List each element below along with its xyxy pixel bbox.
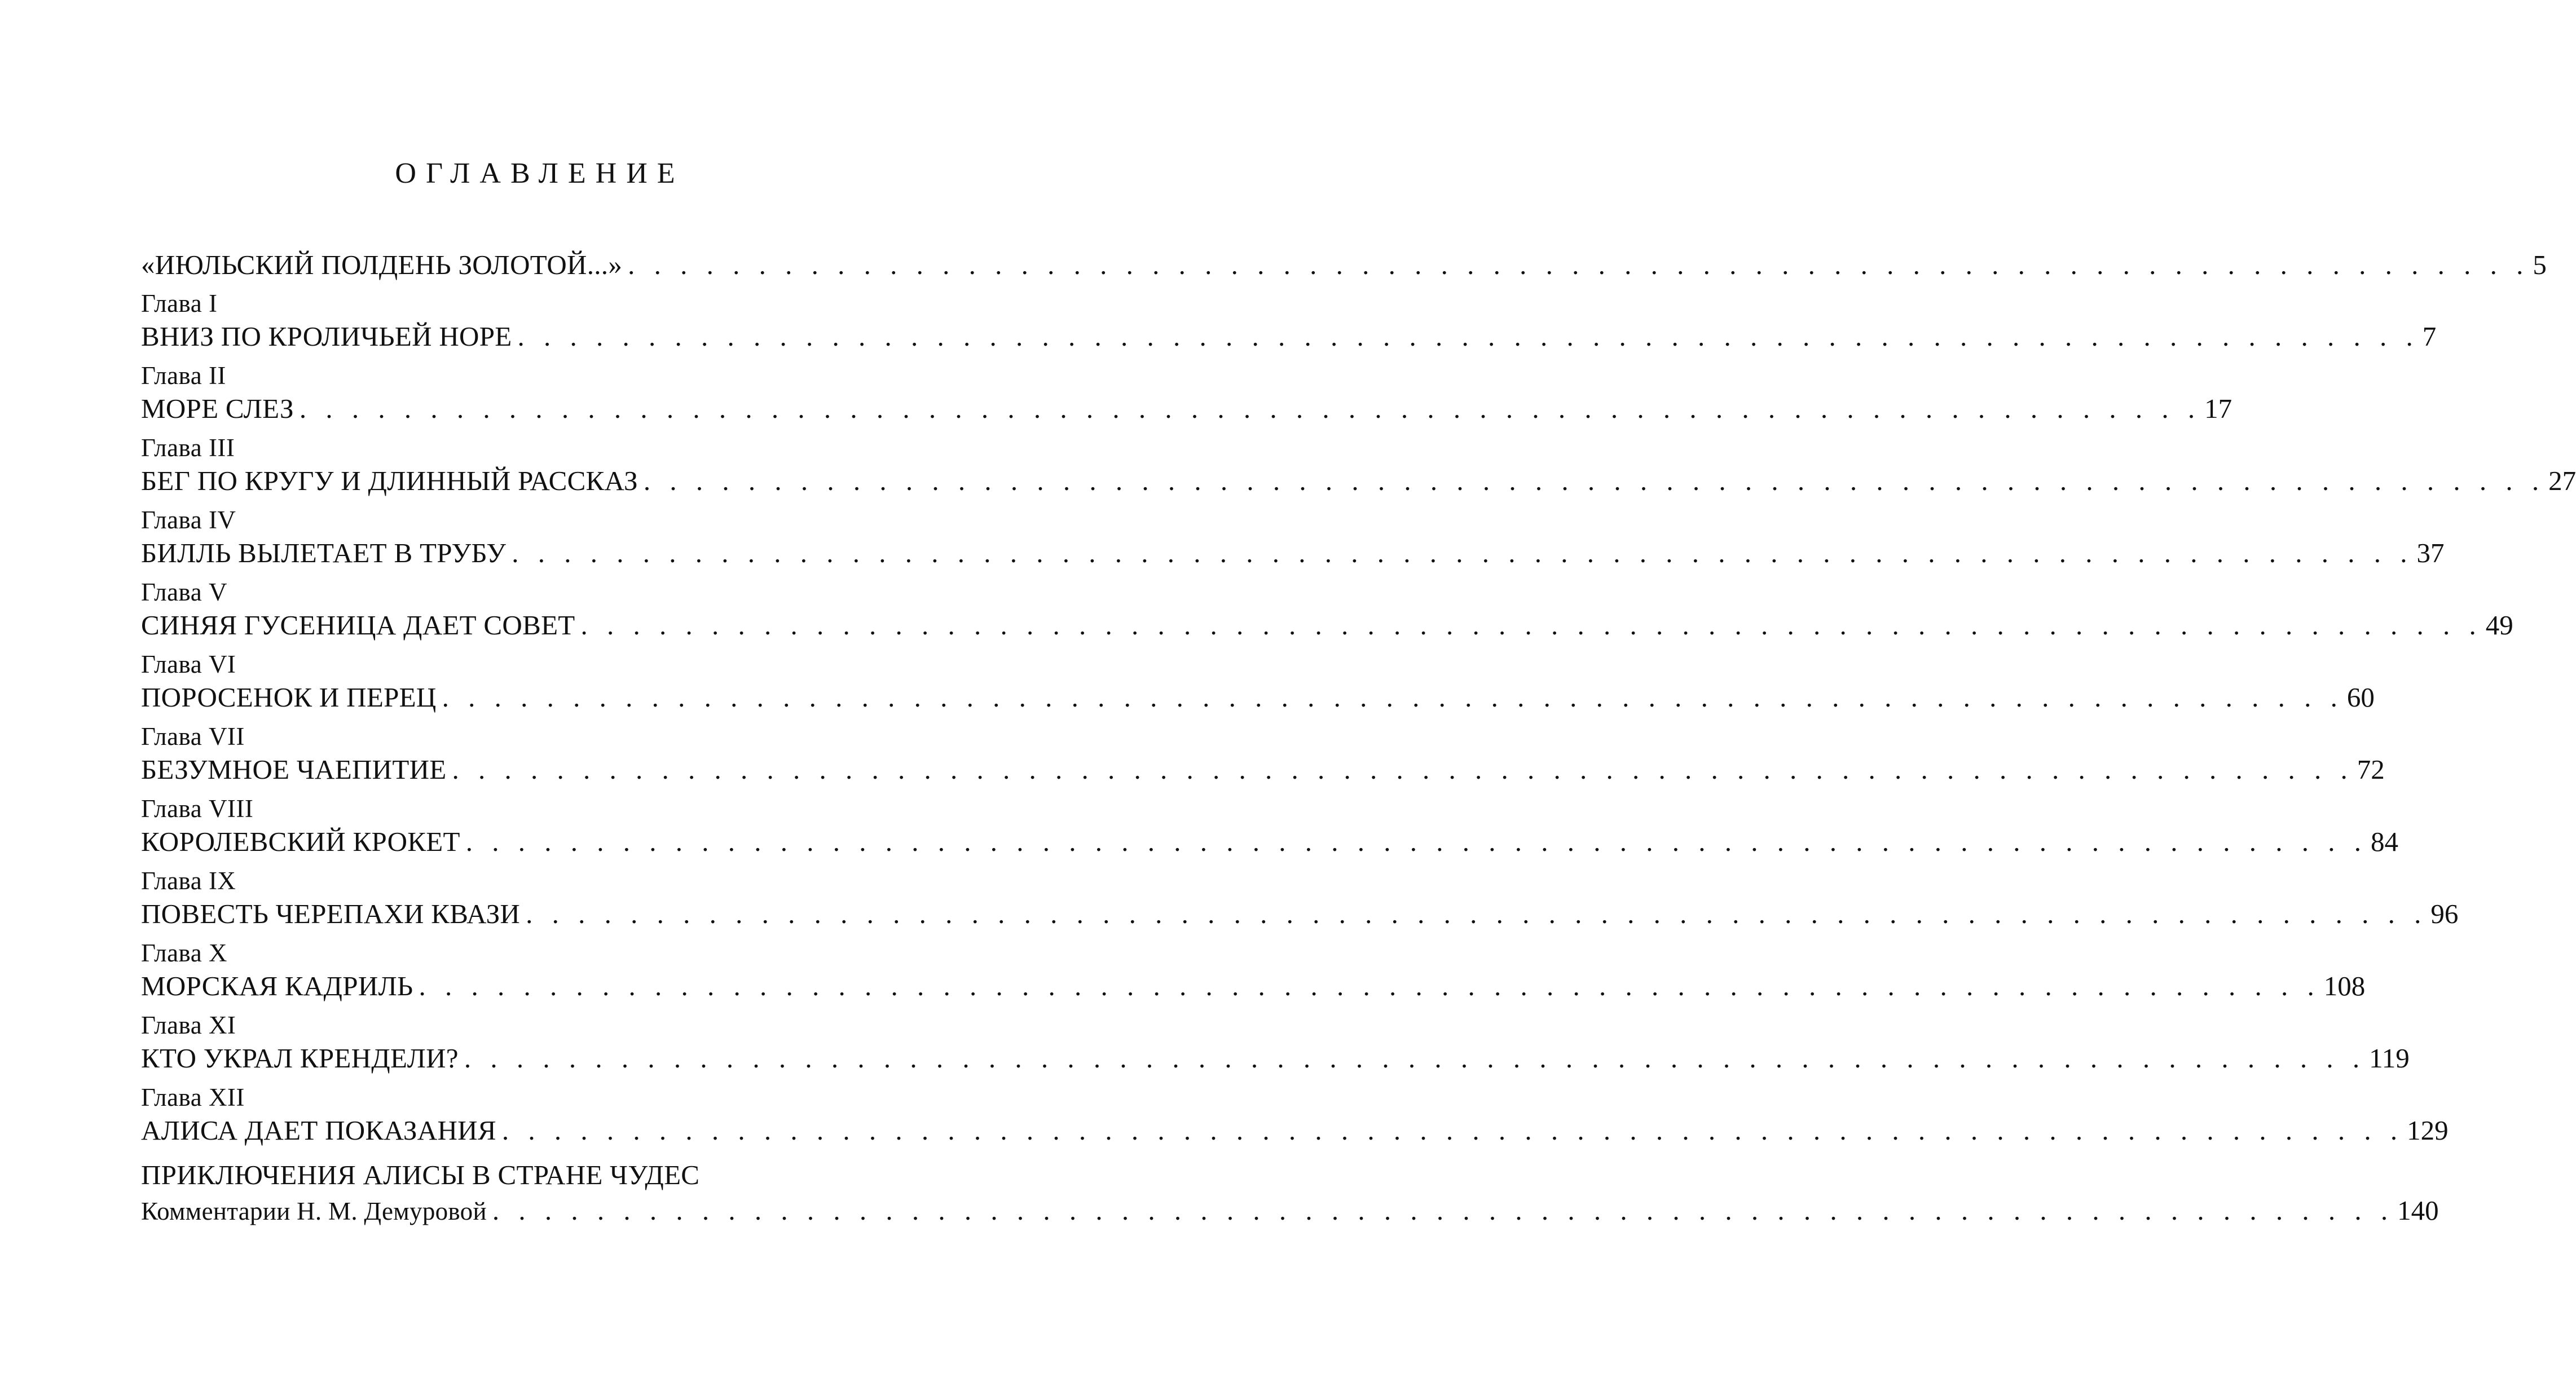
toc-entry-title: ПОВЕСТЬ ЧЕРЕПАХИ КВАЗИ: [141, 898, 521, 929]
chapter-label: Глава VI: [141, 650, 236, 678]
toc-entry-title: КТО УКРАЛ КРЕНДЕЛИ?: [141, 1043, 459, 1074]
page-title: ОГЛАВЛЕНИЕ: [395, 157, 685, 189]
toc-entry-title: Комментарии Н. М. Демуровой: [141, 1197, 487, 1225]
toc-page-number: 37: [2416, 537, 2445, 568]
commentary-heading: ПРИКЛЮЧЕНИЯ АЛИСЫ В СТРАНЕ ЧУДЕС: [141, 1159, 700, 1190]
toc-entry-commentary[interactable]: [141, 1194, 2439, 1228]
dot-leader: . . . . . . . . . . . . . . . . . . . . . . . . . . . . . . . . . . . . . . . . . . . . . . . . . . . . . . . . . . . . . . . . . . . . . . . . .: [492, 1195, 2394, 1226]
chapter-label: Глава V: [141, 578, 227, 606]
toc-entry-title: АЛИСА ДАЕТ ПОКАЗАНИЯ: [141, 1115, 496, 1146]
toc-entry-chapter-9[interactable]: [141, 897, 2459, 931]
toc-entry-title: ПОРОСЕНОК И ПЕРЕЦ: [141, 682, 437, 713]
toc-entry-chapter-5[interactable]: [141, 608, 2513, 642]
toc-entry-title: КОРОЛЕВСКИЙ КРОКЕТ: [141, 826, 460, 857]
toc-entry-title: «ИЮЛЬСКИЙ ПОЛДЕНЬ ЗОЛОТОЙ...»: [141, 249, 623, 280]
chapter-label: Глава VIII: [141, 795, 254, 823]
chapter-label: Глава XII: [141, 1083, 245, 1111]
toc-entry-chapter-4[interactable]: [141, 536, 2445, 570]
toc-page-number: 7: [2422, 321, 2437, 352]
toc-entry-title: ВНИЗ ПО КРОЛИЧЬЕЙ НОРЕ: [141, 321, 512, 352]
toc-page-number: 5: [2533, 249, 2547, 280]
chapter-label: Глава IV: [141, 506, 236, 534]
toc-entry-title: МОРСКАЯ КАДРИЛЬ: [141, 970, 413, 1001]
dot-leader: . . . . . . . . . . . . . . . . . . . . . . . . . . . . . . . . . . . . . . . . . . . . . . . . . . . . . . . . . . . . . . . . . . . . . . . . .: [442, 682, 2344, 713]
chapter-label: Глава II: [141, 361, 226, 390]
toc-page-number: 108: [2323, 970, 2366, 1001]
chapter-label: Глава IX: [141, 867, 236, 895]
dot-leader: . . . . . . . . . . . . . . . . . . . . . . . . . . . . . . . . . . . . . . . . . . . . . . . . . . . . . . . . . . . . . . . . . . . . . . . . .: [526, 898, 2428, 929]
toc-entry-prologue[interactable]: [141, 248, 2547, 282]
toc-entry-chapter-2[interactable]: [141, 392, 2232, 426]
dot-leader: . . . . . . . . . . . . . . . . . . . . . . . . . . . . . . . . . . . . . . . . . . . . . . . . . . . . . . . . . . . . . . . . . . . . . . . . .: [643, 465, 2546, 496]
chapter-label: Глава III: [141, 434, 235, 462]
toc-entry-chapter-7[interactable]: [141, 753, 2385, 787]
chapter-label: Глава VII: [141, 722, 245, 751]
dot-leader: . . . . . . . . . . . . . . . . . . . . . . . . . . . . . . . . . . . . . . . . . . . . . . . . . . . . . . . . . . . . . . . . . . . . . . . . .: [465, 826, 2367, 857]
toc-entry-title: СИНЯЯ ГУСЕНИЦА ДАЕТ СОВЕТ: [141, 610, 575, 641]
toc-entry-chapter-1[interactable]: [141, 320, 2437, 354]
toc-page-number: 49: [2485, 610, 2513, 641]
toc-entry-title: БЕЗУМНОЕ ЧАЕПИТИЕ: [141, 754, 447, 785]
toc-page-number: 72: [2357, 754, 2385, 785]
toc-page-number: 140: [2397, 1195, 2439, 1226]
chapter-label: Глава I: [141, 289, 218, 317]
dot-leader: . . . . . . . . . . . . . . . . . . . . . . . . . . . . . . . . . . . . . . . . . . . . . . . . . . . . . . . . . . . . . . . . . . . . . . . . .: [464, 1043, 2366, 1074]
toc-page-number: 60: [2346, 682, 2375, 713]
toc-page-number: 96: [2430, 898, 2459, 929]
dot-leader: . . . . . . . . . . . . . . . . . . . . . . . . . . . . . . . . . . . . . . . . . . . . . . . . . . . . . . . . . . . . . . . . . . . . . . . . .: [419, 970, 2320, 1001]
dot-leader: . . . . . . . . . . . . . . . . . . . . . . . . . . . . . . . . . . . . . . . . . . . . . . . . . . . . . . . . . . . . . . . . . . . . . . . . .: [628, 249, 2530, 280]
toc-page-number: 27: [2548, 465, 2576, 496]
toc-entry-chapter-6[interactable]: [141, 681, 2375, 714]
toc-entry-title: МОРЕ СЛЕЗ: [141, 393, 294, 424]
dot-leader: . . . . . . . . . . . . . . . . . . . . . . . . . . . . . . . . . . . . . . . . . . . . . . . . . . . . . . . . . . . . . . . . . . . . . . . . .: [580, 610, 2482, 641]
toc-entry-chapter-8[interactable]: [141, 825, 2398, 859]
toc-page-number: 129: [2407, 1115, 2449, 1146]
dot-leader: . . . . . . . . . . . . . . . . . . . . . . . . . . . . . . . . . . . . . . . . . . . . . . . . . . . . . . . . . . . . . . . . . . . . . . . . .: [452, 754, 2354, 785]
chapter-label: Глава XI: [141, 1011, 236, 1039]
toc-page-number: 119: [2369, 1043, 2410, 1074]
dot-leader: . . . . . . . . . . . . . . . . . . . . . . . . . . . . . . . . . . . . . . . . . . . . . . . . . . . . . . . . . . . . . . . . . . . . . . . . .: [501, 1115, 2404, 1146]
toc-entry-title: БЕГ ПО КРУГУ И ДЛИННЫЙ РАССКАЗ: [141, 465, 638, 496]
dot-leader: . . . . . . . . . . . . . . . . . . . . . . . . . . . . . . . . . . . . . . . . . . . . . . . . . . . . . . . . . . . . . . . . . . . . . . . . .: [512, 537, 2414, 568]
dot-leader: . . . . . . . . . . . . . . . . . . . . . . . . . . . . . . . . . . . . . . . . . . . . . . . . . . . . . . . . . . . . . . . . . . . . . . . . .: [517, 321, 2419, 352]
toc-entry-chapter-12[interactable]: [141, 1114, 2449, 1148]
chapter-label: Глава X: [141, 939, 227, 967]
dot-leader: . . . . . . . . . . . . . . . . . . . . . . . . . . . . . . . . . . . . . . . . . . . . . . . . . . . . . . . . . . . . . . . . . . . . . . . . .: [299, 393, 2201, 424]
toc-entry-title: БИЛЛЬ ВЫЛЕТАЕТ В ТРУБУ: [141, 537, 507, 568]
toc-page-number: 84: [2371, 826, 2398, 857]
toc-entry-chapter-3[interactable]: [141, 464, 2576, 498]
toc-entry-chapter-11[interactable]: [141, 1041, 2410, 1075]
toc-entry-chapter-10[interactable]: [141, 969, 2366, 1003]
toc-page-number: 17: [2204, 393, 2232, 424]
